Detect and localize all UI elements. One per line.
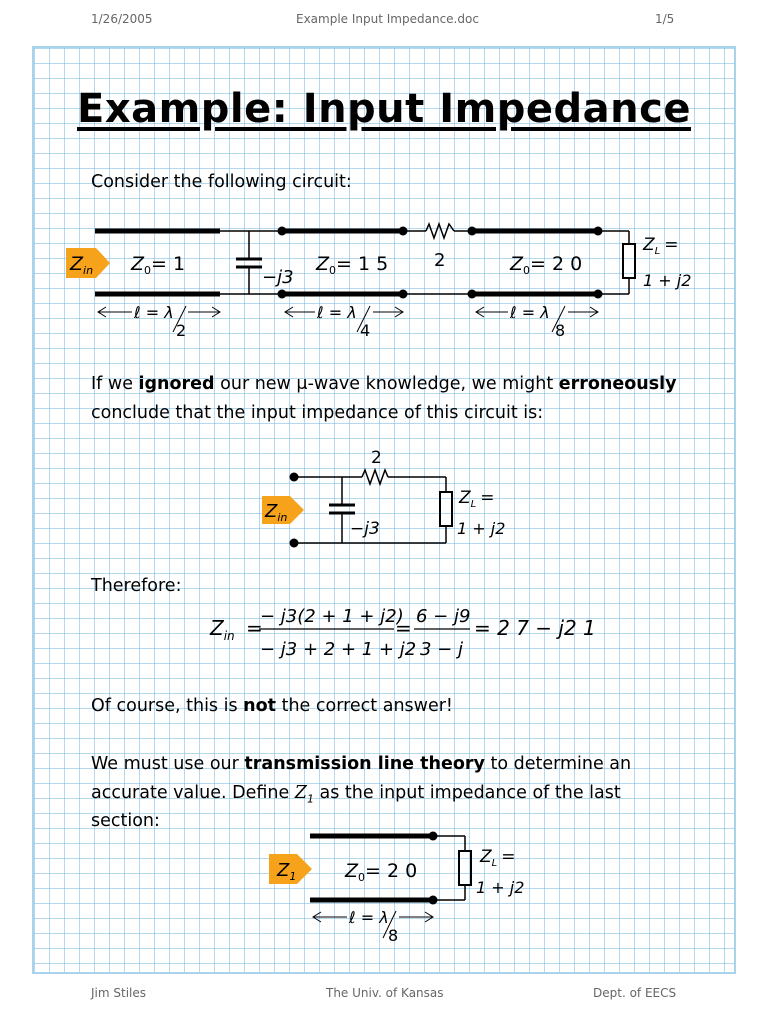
page-title: Example: Input Impedance xyxy=(77,86,691,132)
header-page-number: 1/5 xyxy=(655,12,675,26)
resistor-value: 2 xyxy=(371,448,382,468)
input-impedance-equation xyxy=(200,597,600,669)
svg-text:Z1: $Z_1$ xyxy=(277,860,297,883)
tl-theory-line3: section: xyxy=(91,811,160,831)
svg-text:Zin: $Z_{in}$ xyxy=(265,501,288,524)
load-impedance-label: $Z_L$ = xyxy=(643,235,679,257)
svg-text:1 + j2: 1 + j2 xyxy=(457,519,506,538)
paragraph-ignored-line1: If we ignored our new μ-wave knowledge, we might erroneously xyxy=(91,374,677,394)
svg-text:3 − j: 3 − j xyxy=(420,639,463,660)
svg-text:8: 8 xyxy=(555,321,566,340)
line2-impedance: $Z_0= 1$ 5 xyxy=(316,253,389,277)
svg-text:8: 8 xyxy=(388,926,399,945)
svg-text:ℓ = λ: ℓ = λ xyxy=(317,303,357,322)
paragraph-ignored-line2: conclude that the input impedance of this circuit is: xyxy=(91,403,544,423)
svg-text:= 2 7 − j2 1: = 2 7 − j2 1 xyxy=(474,616,596,640)
svg-text:Zin: $Z_{in}$ xyxy=(210,616,235,643)
svg-text:=: = xyxy=(395,616,412,640)
svg-text:ℓ = λ: ℓ = λ xyxy=(134,303,174,322)
footer-author: Jim Stiles xyxy=(91,986,147,1000)
capacitor-value: −j3 xyxy=(262,267,294,288)
svg-text:ZL=: $Z_L$ = xyxy=(459,488,495,510)
tl-theory-line1: We must use our transmission line theory to determine an xyxy=(91,754,632,774)
page-footer xyxy=(0,986,768,1016)
line-impedance: $Z_0= 2$ 0 xyxy=(345,860,418,884)
footer-university: The Univ. of Kansas xyxy=(326,986,444,1000)
svg-text:− j3(2 + 1 + j2): − j3(2 + 1 + j2) xyxy=(260,606,404,627)
circuit-diagram-1 xyxy=(60,212,700,347)
svg-text:6 − j9: 6 − j9 xyxy=(416,606,471,627)
intro-text: Consider the following circuit: xyxy=(91,172,352,192)
svg-text:=: = xyxy=(246,616,263,640)
svg-text:− j3 + 2 + 1 + j2: − j3 + 2 + 1 + j2 xyxy=(260,639,417,660)
header-date: 1/26/2005 xyxy=(91,12,153,26)
svg-text:2: 2 xyxy=(176,321,187,340)
resistor-value: 2 xyxy=(434,250,446,271)
not-correct-text: Of course, this is not the correct answer! xyxy=(91,696,453,716)
svg-text:ZL=: $Z_L$ = xyxy=(480,847,516,869)
svg-text:ℓ = λ: ℓ = λ xyxy=(510,303,550,322)
footer-department: Dept. of EECS xyxy=(593,986,677,1000)
capacitor-value: −j3 xyxy=(350,519,380,539)
line1-impedance: $Z_0= 1$ xyxy=(131,253,186,277)
svg-text:1 + j2: 1 + j2 xyxy=(476,878,525,897)
page-header xyxy=(0,12,768,42)
circuit-diagram-3 xyxy=(255,822,555,947)
tl-theory-line2: accurate value. Define $Z_1$ as the input impedance of the last xyxy=(91,783,621,806)
header-filename: Example Input Impedance.doc xyxy=(296,12,479,26)
therefore-text: Therefore: xyxy=(91,576,182,596)
svg-text:4: 4 xyxy=(360,321,371,340)
svg-text:ℓ = λ: ℓ = λ xyxy=(349,908,389,927)
circuit-diagram-2 xyxy=(250,445,540,555)
load-impedance-value: 1 + j2 xyxy=(643,271,692,290)
svg-text:Zin: $Z_{in}$ xyxy=(70,253,94,277)
line3-impedance: $Z_0= 2$ 0 xyxy=(510,253,583,277)
